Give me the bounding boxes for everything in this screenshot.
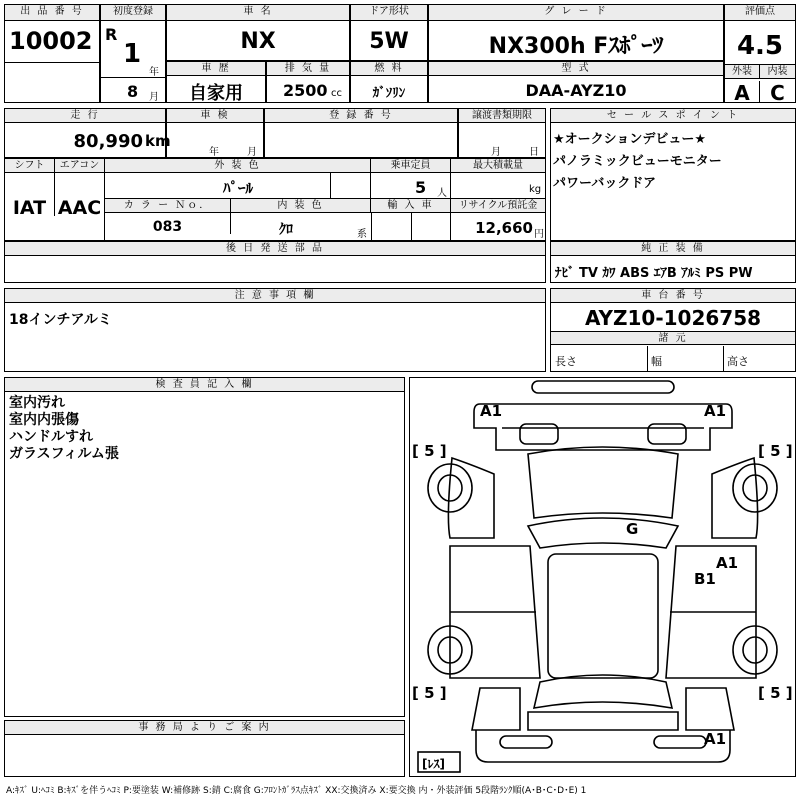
mark-front-right: A1 (704, 402, 727, 420)
fuel-value: ｶﾞｿﾘﾝ (372, 86, 406, 101)
inspector-header: 検 査 員 記 入 欄 (5, 378, 404, 392)
history-box (166, 61, 266, 103)
recycle-unit: 円 (534, 229, 544, 240)
front-nose (474, 404, 732, 450)
sales-point: ★オークションデビュー★ (553, 132, 707, 147)
reg-month-unit: 月 (149, 92, 159, 103)
displacement-header: 排 気 量 (267, 62, 349, 76)
score-header: 評価点 (725, 5, 795, 21)
first-reg-header: 初度登録 (101, 5, 165, 21)
max-load-unit: kg (529, 184, 542, 195)
model-box (166, 4, 350, 61)
front-bumper (532, 381, 674, 393)
chassis-number: AYZ10-1026758 (584, 306, 762, 330)
shift-header: シフト (5, 159, 55, 173)
car-diagram (409, 377, 796, 777)
car-diagram-svg (410, 378, 795, 776)
deadline-box (458, 108, 546, 158)
deadline-month-unit: 月 (491, 147, 501, 158)
capacity-value: 5 (415, 178, 427, 197)
reg-number-header: 登 録 番 号 (265, 109, 457, 123)
notes-text: 18インチアルミ (9, 312, 112, 328)
max-load-header: 最大積載量 (451, 159, 545, 173)
history-value: 自家用 (189, 83, 243, 104)
windshield (528, 518, 678, 548)
inspection-header: 車 検 (167, 109, 263, 123)
int-grade: C (770, 81, 785, 105)
specs-header: 諸 元 (551, 331, 795, 345)
mark-front-left: A1 (480, 402, 503, 420)
spec-height: 高さ (727, 355, 749, 368)
mileage-box (4, 108, 171, 158)
reg-number-box (264, 108, 458, 158)
inspector-note: 室内内張傷 (9, 412, 79, 428)
ext-grade: A (725, 81, 760, 102)
color-no-header: カ ラ ー Ｎｏ． (105, 199, 231, 213)
mark-tire-rr: [ 5 ] (758, 684, 793, 702)
mileage-header: 走 行 (5, 109, 165, 123)
spec-grid (4, 158, 546, 241)
int-grade-header: 内装 (760, 65, 795, 79)
score-value: 4.5 (736, 31, 784, 61)
displacement-box (266, 61, 350, 103)
chassis-header: 車 台 番 号 (551, 289, 795, 303)
sales-point: パノラミックビューモニター (553, 154, 722, 169)
equipment-header: 純 正 装 備 (551, 242, 795, 256)
sales-points-list (553, 129, 722, 195)
sales-points-box (550, 108, 796, 241)
doors-value: 5W (369, 29, 409, 54)
displacement-unit: cc (331, 88, 342, 99)
inspector-note: ガラスフィルム張 (9, 446, 119, 462)
ext-color-header: 外 装 色 (105, 159, 371, 173)
mileage-value: 80,990 (73, 131, 143, 152)
recycle-header: リサイクル預託金 (451, 199, 545, 213)
hood (528, 447, 678, 518)
rear-bumper (476, 730, 730, 762)
notes-header: 注 意 事 項 欄 (5, 289, 545, 303)
mark-spare: [ﾚｽ] (422, 757, 445, 771)
lot-number: 10002 (9, 27, 93, 55)
fuel-box (350, 61, 428, 103)
mark-glass: G (626, 520, 639, 538)
mark-door-b: B1 (694, 570, 716, 588)
mark-tire-fl: [ 5 ] (412, 442, 447, 460)
recycle-value: 12,660 (475, 219, 533, 237)
legend-text: A:ｷｽﾞ U:ﾍｺﾐ B:ｷｽﾞを伴うﾍｺﾐ P:要塗装 W:補修跡 S:錆 C:腐食 G:ﾌﾛﾝﾄｶﾞﾗｽ点ｷｽﾞ XX:交換済み X:要交換 内・外装評価 5段階ﾗﾝｸ順(A･B･C･D･E) 1 (6, 786, 587, 796)
fuel-header: 燃 料 (351, 62, 427, 76)
type-header: 型 式 (429, 62, 723, 76)
type-box (428, 61, 724, 103)
reg-year-unit: 年 (149, 67, 159, 78)
lot-number-box (4, 4, 100, 103)
type-value: DAA-AYZ10 (525, 81, 627, 100)
later-parts-box (4, 241, 546, 283)
model-header: 車 名 (167, 5, 349, 21)
notes-box (4, 288, 546, 372)
office-header: 事 務 局 よ り ご 案 内 (5, 721, 404, 735)
spec-width: 幅 (651, 355, 662, 368)
later-parts-header: 後 日 発 送 部 品 (5, 242, 545, 256)
import-header: 輸 入 車 (371, 199, 451, 213)
capacity-header: 乗車定員 (371, 159, 451, 173)
int-color-value: ｸﾛ (279, 222, 293, 238)
ac-header: エアコン (55, 159, 105, 173)
int-color-unit: 系 (357, 229, 367, 240)
mark-rear: A1 (704, 730, 727, 748)
registration-box (100, 4, 166, 103)
office-box (4, 720, 405, 777)
int-color-header: 内 装 色 (231, 199, 371, 213)
tire-rear-right (733, 626, 777, 674)
inspector-note: 室内汚れ (9, 395, 65, 411)
chassis-box (550, 288, 796, 372)
color-no-value: 083 (105, 213, 231, 234)
ext-color-value: ﾊﾟｰﾙ (222, 179, 253, 197)
model-name: NX (240, 29, 276, 54)
inspector-notes (9, 395, 119, 463)
ext-grade-header: 外装 (725, 65, 760, 79)
grade-value: NX300h Fｽﾎﾟｰﾂ (488, 34, 664, 59)
era-label: R (105, 25, 118, 44)
mark-door-a: A1 (716, 554, 739, 572)
doors-box (350, 4, 428, 61)
inspection-year-unit: 年 (209, 147, 219, 158)
inspection-box (166, 108, 264, 158)
spec-length: 長さ (555, 355, 577, 368)
grade-box (428, 4, 724, 61)
mark-tire-rl: [ 5 ] (412, 684, 447, 702)
rear-window (534, 675, 672, 708)
shift-value: IAT (5, 173, 55, 216)
score-box (724, 4, 796, 103)
inspector-box (4, 377, 405, 717)
equipment-box (550, 241, 796, 283)
roof (548, 554, 658, 678)
sales-point: パワーバックドア (553, 176, 656, 191)
mileage-unit: km (145, 132, 171, 150)
deadline-header: 譲渡書類期限 (459, 109, 545, 123)
history-header: 車 歴 (167, 62, 265, 76)
reg-month: 8 (127, 82, 139, 101)
reg-year: 1 (123, 39, 142, 69)
inspector-note: ハンドルすれ (9, 429, 93, 445)
lot-number-header: 出 品 番 号 (5, 5, 99, 21)
grade-header: グ レ ー ド (429, 5, 723, 21)
mark-tire-fr: [ 5 ] (758, 442, 793, 460)
deadline-day-unit: 日 (529, 147, 539, 158)
displacement-value: 2500 (283, 81, 328, 100)
sales-points-header: セ ー ル ス ポ イ ン ト (551, 109, 795, 123)
ac-value: AAC (55, 173, 105, 240)
inspection-month-unit: 月 (247, 147, 257, 158)
doors-header: ドア形状 (351, 5, 427, 21)
capacity-unit: 人 (437, 188, 447, 199)
equipment-list: ﾅﾋﾞ TV ｶﾜ ABS ｴｱB ｱﾙﾐ PS PW (555, 266, 753, 281)
